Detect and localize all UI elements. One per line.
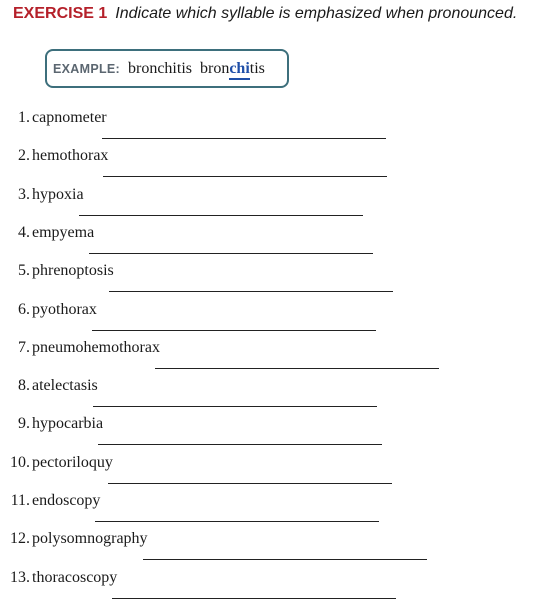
item-number: 1. xyxy=(18,109,30,126)
answer-blank-line[interactable] xyxy=(155,368,439,369)
exercise-item xyxy=(0,414,103,434)
item-number: 9. xyxy=(18,415,30,432)
item-term: thoracoscopy xyxy=(32,569,118,586)
exercise-item xyxy=(0,338,160,358)
answer-blank-line[interactable] xyxy=(103,176,387,177)
example-word: bronchitis xyxy=(128,59,192,77)
item-number: 2. xyxy=(18,147,30,164)
answer-blank-line[interactable] xyxy=(108,483,392,484)
example-box xyxy=(45,49,289,88)
answer-blank-line[interactable] xyxy=(112,598,396,599)
answer-blank-line[interactable] xyxy=(89,253,373,254)
example-answer xyxy=(200,60,265,78)
answer-blank-line[interactable] xyxy=(143,559,427,560)
exercise-item xyxy=(0,453,113,473)
item-number: 8. xyxy=(18,377,30,394)
answer-blank-line[interactable] xyxy=(92,330,376,331)
exercise-label: EXERCISE 1 xyxy=(13,5,108,22)
item-term: empyema xyxy=(32,224,95,241)
exercise-instruction: Indicate which syllable is emphasized when pronounced. xyxy=(115,5,518,22)
exercise-item xyxy=(0,146,108,166)
example-answer-before: bron xyxy=(200,59,230,77)
item-number: 6. xyxy=(18,301,30,318)
item-term: pneumohemothorax xyxy=(32,339,160,356)
item-number: 3. xyxy=(18,186,30,203)
item-number: 13. xyxy=(10,569,30,586)
answer-blank-line[interactable] xyxy=(79,215,363,216)
exercise-item xyxy=(0,108,107,128)
item-number: 10. xyxy=(10,454,30,471)
example-label: EXAMPLE: xyxy=(53,61,120,76)
exercise-item xyxy=(0,300,97,320)
item-term: hypoxia xyxy=(32,186,84,203)
item-number: 11. xyxy=(10,492,30,509)
item-term: endoscopy xyxy=(32,492,101,509)
item-term: phrenoptosis xyxy=(32,262,114,279)
item-term: polysomnography xyxy=(32,530,148,547)
item-number: 4. xyxy=(18,224,30,241)
item-term: hemothorax xyxy=(32,147,109,164)
exercise-item xyxy=(0,376,98,396)
exercise-item xyxy=(0,223,94,243)
answer-blank-line[interactable] xyxy=(109,291,393,292)
item-term: pectoriloquy xyxy=(32,454,113,471)
exercise-item xyxy=(0,568,117,588)
example-emphasized-syllable: chi xyxy=(229,60,249,80)
item-term: hypocarbia xyxy=(32,415,104,432)
answer-blank-line[interactable] xyxy=(98,444,382,445)
exercise-item xyxy=(0,529,148,549)
item-term: atelectasis xyxy=(32,377,98,394)
answer-blank-line[interactable] xyxy=(95,521,379,522)
answer-blank-line[interactable] xyxy=(93,406,377,407)
example-answer-after: tis xyxy=(249,59,265,77)
item-number: 7. xyxy=(18,339,30,356)
exercise-header xyxy=(13,4,517,24)
exercise-item xyxy=(0,491,100,511)
item-term: capnometer xyxy=(32,109,107,126)
item-number: 12. xyxy=(10,530,30,547)
item-number: 5. xyxy=(18,262,30,279)
answer-blank-line[interactable] xyxy=(102,138,386,139)
exercise-item xyxy=(0,185,84,205)
item-term: pyothorax xyxy=(32,301,97,318)
exercise-item xyxy=(0,261,114,281)
